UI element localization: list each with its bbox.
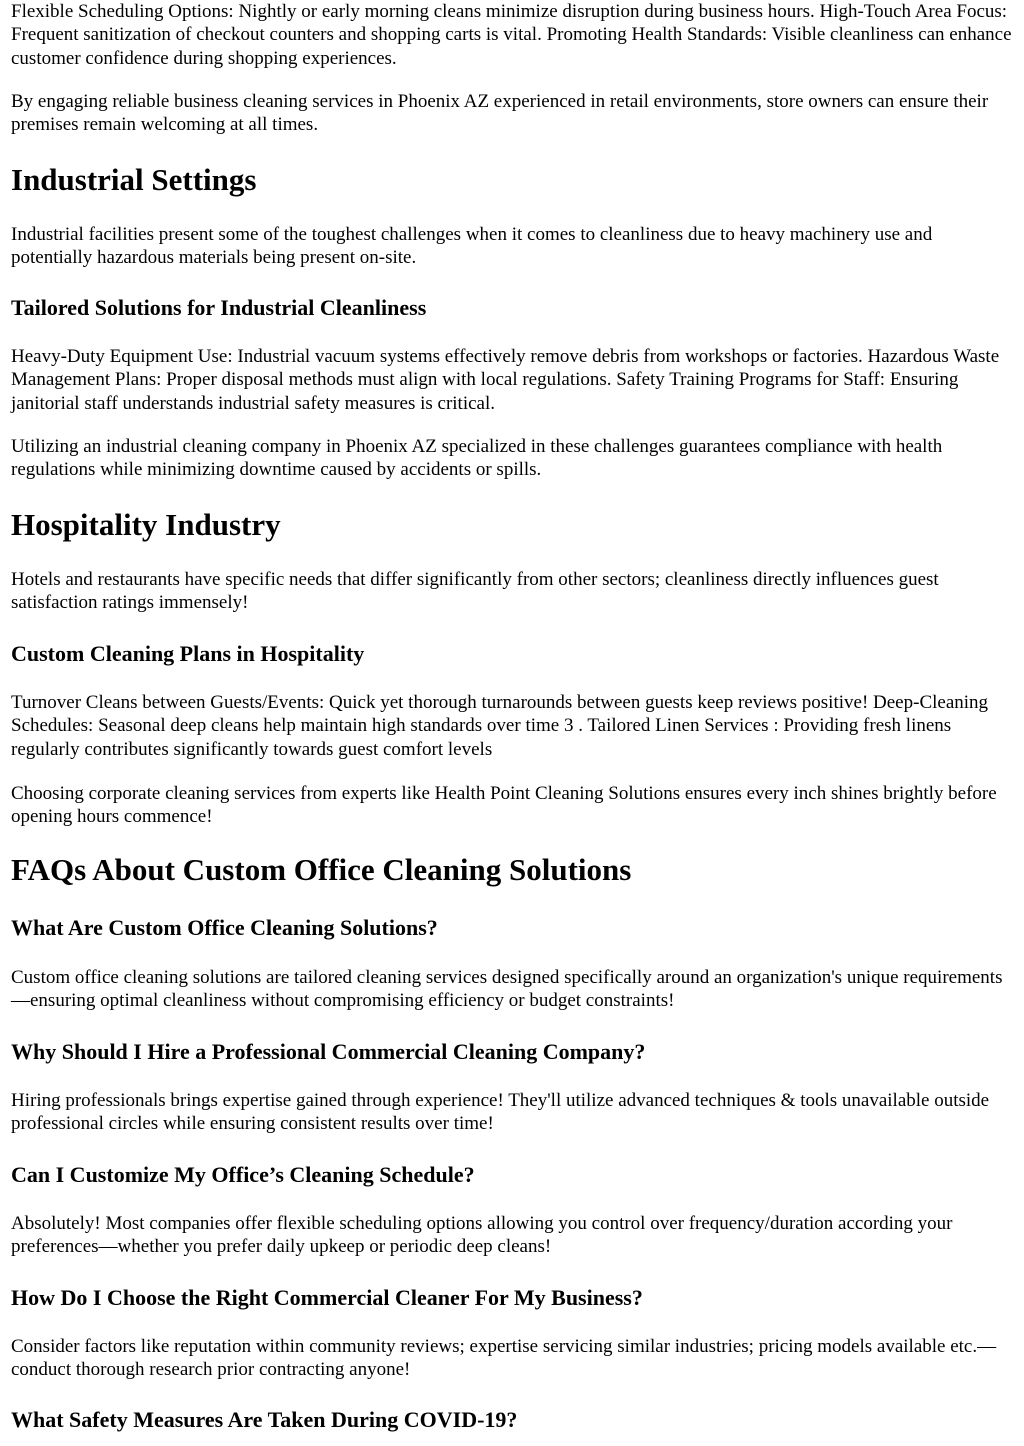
industrial-details-paragraph: Heavy-Duty Equipment Use: Industrial vacuum systems effectively remove debris from workshops or factories. Hazardous Waste Management Plans: Proper disposal methods must align with local regulations. Safety Training Programs for Staff: Ensuring janitorial staff understands industrial safety measures is critical. bbox=[11, 346, 1000, 414]
faq-answer: Absolutely! Most companies offer flexible scheduling options allowing you control over frequency/duration according your preferences—whether you prefer daily upkeep or periodic deep cleans! bbox=[11, 1213, 953, 1258]
industrial-closing-paragraph: Utilizing an industrial cleaning company in Phoenix AZ specialized in these challenges guarantees compliance with health regulations while minimizing downtime caused by accidents or spills. bbox=[11, 436, 943, 481]
hospitality-heading: Hospitality Industry bbox=[11, 507, 281, 542]
faq-answer: Consider factors like reputation within community reviews; expertise servicing similar industries; pricing models available etc.—conduct thorough research prior contracting anyone! bbox=[11, 1336, 997, 1381]
hospitality-intro-paragraph: Hotels and restaurants have specific needs that differ significantly from other sectors; cleanliness directly influences guest satisfaction ratings immensely! bbox=[11, 569, 939, 614]
faq-question: How Do I Choose the Right Commercial Cleaner For My Business? bbox=[11, 1285, 643, 1310]
intro-paragraph: Flexible Scheduling Options: Nightly or early morning cleans minimize disruption during business hours. High-Touch Area Focus: Frequent sanitization of checkout counters and shopping carts is vital. Promoting Health Standards: Visible cleanliness can enhance customer confidence during shopping experiences. bbox=[11, 1, 1012, 69]
hospitality-subheading: Custom Cleaning Plans in Hospitality bbox=[11, 641, 365, 666]
faq-question: What Are Custom Office Cleaning Solutions? bbox=[11, 915, 438, 940]
faq-question: What Safety Measures Are Taken During COVID-19? bbox=[11, 1407, 518, 1432]
industrial-heading: Industrial Settings bbox=[11, 162, 257, 197]
industrial-subheading: Tailored Solutions for Industrial Cleanliness bbox=[11, 295, 427, 320]
industrial-intro-paragraph: Industrial facilities present some of the toughest challenges when it comes to cleanliness due to heavy machinery use and potentially hazardous materials being present on-site. bbox=[11, 224, 933, 269]
faq-question: Why Should I Hire a Professional Commercial Cleaning Company? bbox=[11, 1039, 646, 1064]
faq-heading: FAQs About Custom Office Cleaning Solutions bbox=[11, 852, 632, 887]
faq-answer: Hiring professionals brings expertise gained through experience! They'll utilize advanced techniques & tools unavailable outside professional circles while ensuring consistent results over time! bbox=[11, 1090, 990, 1135]
hospitality-closing-paragraph: Choosing corporate cleaning services from experts like Health Point Cleaning Solutions ensures every inch shines brightly before opening hours commence! bbox=[11, 783, 997, 828]
retail-paragraph: By engaging reliable business cleaning services in Phoenix AZ experienced in retail environments, store owners can ensure their premises remain welcoming at all times. bbox=[11, 91, 989, 136]
faq-answer: Custom office cleaning solutions are tailored cleaning services designed specifically around an organization's unique requirements—ensuring optimal cleanliness without compromising efficiency or budget constraints! bbox=[11, 967, 1003, 1012]
hospitality-details-paragraph: Turnover Cleans between Guests/Events: Quick yet thorough turnarounds between guests keep reviews positive! Deep-Cleaning Schedules: Seasonal deep cleans help maintain high standards over time 3 . Tailored Linen Services : Providing fresh linens regularly contributes significantly towards guest comfort levels bbox=[11, 692, 989, 760]
faq-question: Can I Customize My Office’s Cleaning Schedule? bbox=[11, 1162, 475, 1187]
